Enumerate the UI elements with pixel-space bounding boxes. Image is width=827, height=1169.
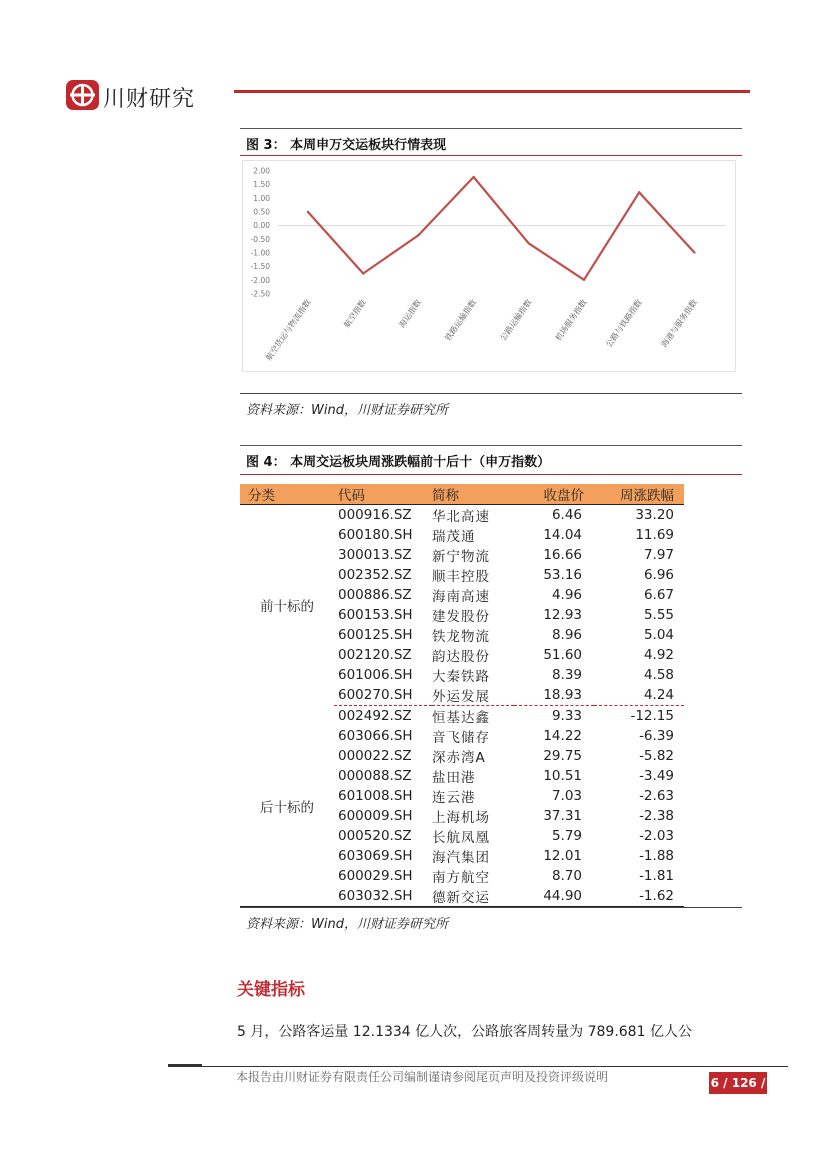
- header-category: 分类: [240, 484, 334, 505]
- x-category-label: 航空指数: [342, 297, 368, 330]
- series-line: [308, 177, 694, 280]
- stock-table: [240, 484, 684, 907]
- figure3-title-rule: [240, 155, 742, 156]
- y-tick-label: -0.50: [250, 234, 270, 244]
- stock-code: 600270.SH: [338, 687, 413, 703]
- stock-name: 长航凤凰: [432, 830, 490, 846]
- figure4-source: 资料来源：Wind，川财证券研究所: [246, 917, 448, 932]
- close-price: 9.33: [514, 706, 594, 727]
- x-category-label: 海运指数: [397, 297, 424, 330]
- weekly-change: -12.15: [594, 706, 684, 727]
- stock-name: 深赤湾A: [432, 750, 486, 766]
- stock-code: 603032.SH: [334, 886, 432, 907]
- close-price: 10.51: [543, 768, 582, 784]
- x-category-label: 机场服务指数: [553, 297, 589, 343]
- close-price: 29.75: [543, 748, 582, 764]
- data-point: [528, 242, 530, 244]
- close-price: 53.16: [543, 567, 582, 583]
- stock-name: 德新交运: [432, 886, 514, 907]
- y-tick-label: 1.00: [253, 193, 270, 203]
- figure4-title-rule: [240, 474, 742, 475]
- weekly-change: -3.49: [639, 768, 674, 784]
- figure4-bottom-rule: [240, 907, 742, 908]
- weekly-change: -1.62: [594, 886, 684, 907]
- x-category-label: 海港与服务指数: [659, 297, 700, 350]
- close-price: 18.93: [543, 687, 582, 703]
- stock-code: 600180.SH: [338, 527, 413, 543]
- data-point: [417, 234, 419, 236]
- stock-code: 603066.SH: [338, 728, 413, 744]
- table-row: [240, 505, 684, 526]
- header-close: 收盘价: [514, 484, 594, 505]
- close-price: 8.39: [551, 667, 582, 683]
- weekly-change: 7.97: [643, 547, 674, 563]
- close-price: 12.01: [543, 848, 582, 864]
- close-price: 51.60: [543, 647, 582, 663]
- stock-code: 000022.SZ: [338, 748, 412, 764]
- weekly-change: -1.88: [639, 848, 674, 864]
- weekly-change: 6.96: [643, 567, 674, 583]
- weekly-change: 5.55: [643, 607, 674, 623]
- data-point: [638, 191, 640, 193]
- x-category-label: 航空货运与物流指数: [263, 297, 313, 363]
- stock-name: 盐田港: [432, 770, 476, 786]
- weekly-change: -2.38: [639, 808, 674, 824]
- stock-code: 000520.SZ: [338, 828, 412, 844]
- group-label: 前十标的: [260, 599, 314, 616]
- close-price: 37.31: [543, 808, 582, 824]
- y-tick-label: -2.50: [250, 289, 270, 299]
- weekly-change: 33.20: [635, 507, 674, 523]
- line-chart: [242, 160, 734, 370]
- y-tick-label: 0.50: [253, 207, 270, 217]
- y-tick-label: 1.50: [253, 180, 270, 190]
- y-tick-label: -1.00: [250, 248, 270, 258]
- header-name: 简称: [432, 484, 514, 505]
- x-category-label: 公路运输指数: [498, 297, 534, 343]
- weekly-change: 5.04: [643, 627, 674, 643]
- figure3-source: 资料来源：Wind，川财证券研究所: [246, 403, 448, 418]
- x-category-label: 公路与铁路指数: [604, 297, 644, 350]
- stock-code: 300013.SZ: [338, 547, 412, 563]
- y-tick-label: -1.50: [250, 262, 270, 272]
- weekly-change: 4.92: [643, 647, 674, 663]
- weekly-change: 4.58: [643, 667, 674, 683]
- weekly-change: 11.69: [635, 527, 674, 543]
- weekly-change: -2.63: [639, 788, 674, 804]
- data-point: [307, 211, 309, 213]
- stock-name: 音飞储存: [432, 730, 490, 746]
- stock-name: 海南高速: [432, 589, 490, 605]
- data-point: [362, 272, 364, 274]
- stock-name: 连云港: [432, 790, 476, 806]
- data-point: [472, 176, 474, 178]
- data-point: [693, 251, 695, 253]
- stock-name: 恒基达鑫: [432, 706, 514, 727]
- figure4-top-rule: [240, 445, 742, 446]
- figure3-top-rule: [240, 128, 742, 129]
- stock-name: 外运发展: [432, 689, 490, 705]
- table-header-row: [240, 484, 684, 505]
- close-price: 7.03: [551, 788, 582, 804]
- close-price: 12.93: [543, 607, 582, 623]
- stock-name: 新宁物流: [432, 549, 490, 565]
- stock-name: 建发股份: [432, 609, 490, 625]
- close-price: 4.96: [551, 587, 582, 603]
- data-point: [583, 279, 585, 281]
- weekly-change: -6.39: [639, 728, 674, 744]
- stock-name: 大秦铁路: [432, 669, 490, 685]
- weekly-change: 4.24: [643, 687, 674, 703]
- close-price: 16.66: [543, 547, 582, 563]
- stock-code: 000886.SZ: [338, 587, 412, 603]
- stock-code: 600125.SH: [338, 627, 413, 643]
- stock-name: 瑞茂通: [432, 529, 476, 545]
- stock-name: 华北高速: [432, 509, 490, 525]
- stock-name: 南方航空: [432, 870, 490, 886]
- close-price: 6.46: [551, 507, 582, 523]
- weekly-change: -1.81: [639, 868, 674, 884]
- page-number: 6 / 126 /: [709, 1072, 767, 1094]
- x-category-label: 铁路运输指数: [443, 297, 479, 343]
- stock-code: 002492.SZ: [334, 706, 432, 727]
- header-code: 代码: [334, 484, 432, 505]
- footer-rule: [168, 1066, 788, 1067]
- stock-code: 603069.SH: [338, 848, 413, 864]
- weekly-change: -2.03: [639, 828, 674, 844]
- figure4-title: 图 4： 本周交运板块周涨跌幅前十后十（申万指数）: [246, 455, 551, 470]
- close-price: 44.90: [514, 886, 594, 907]
- stock-code: 002352.SZ: [338, 567, 412, 583]
- group-label: 后十标的: [240, 706, 334, 907]
- figure3-title: 图 3： 本周申万交运板块行情表现: [246, 138, 447, 153]
- close-price: 5.79: [551, 828, 582, 844]
- y-tick-label: -2.00: [250, 275, 270, 285]
- stock-code: 000088.SZ: [338, 768, 412, 784]
- y-tick-label: 0.00: [253, 221, 270, 231]
- weekly-change: -5.82: [639, 748, 674, 764]
- y-tick-label: 2.00: [253, 166, 270, 176]
- footer-note: 本报告由川财证券有限责任公司编制谨请参阅尾页声明及投资评级说明: [236, 1070, 609, 1084]
- stock-name: 海汽集团: [432, 850, 490, 866]
- stock-code: 601006.SH: [338, 667, 413, 683]
- stock-name: 铁龙物流: [432, 629, 490, 645]
- header-rule: [234, 90, 750, 93]
- table-row: [240, 706, 684, 727]
- section-title: 关键指标: [237, 980, 305, 1000]
- close-price: 8.70: [551, 868, 582, 884]
- header-weekly-change: 周涨跌幅: [594, 484, 684, 505]
- figure3-bottom-rule: [240, 393, 742, 394]
- weekly-change: 6.67: [643, 587, 674, 603]
- stock-code: 000916.SZ: [338, 507, 412, 523]
- close-price: 14.22: [543, 728, 582, 744]
- logo-text: 川财研究: [103, 87, 196, 112]
- body-paragraph: 5 月，公路客运量 12.1334 亿人次，公路旅客周转量为 789.681 亿人公: [237, 1024, 692, 1040]
- logo-icon: [66, 80, 99, 110]
- stock-code: 600029.SH: [338, 868, 413, 884]
- close-price: 14.04: [543, 527, 582, 543]
- stock-code: 600009.SH: [338, 808, 413, 824]
- stock-name: 上海机场: [432, 810, 490, 826]
- close-price: 8.96: [551, 627, 582, 643]
- stock-name: 韵达股份: [432, 649, 490, 665]
- stock-code: 600153.SH: [338, 607, 413, 623]
- stock-code: 002120.SZ: [338, 647, 412, 663]
- stock-name: 顺丰控股: [432, 569, 490, 585]
- stock-code: 601008.SH: [338, 788, 413, 804]
